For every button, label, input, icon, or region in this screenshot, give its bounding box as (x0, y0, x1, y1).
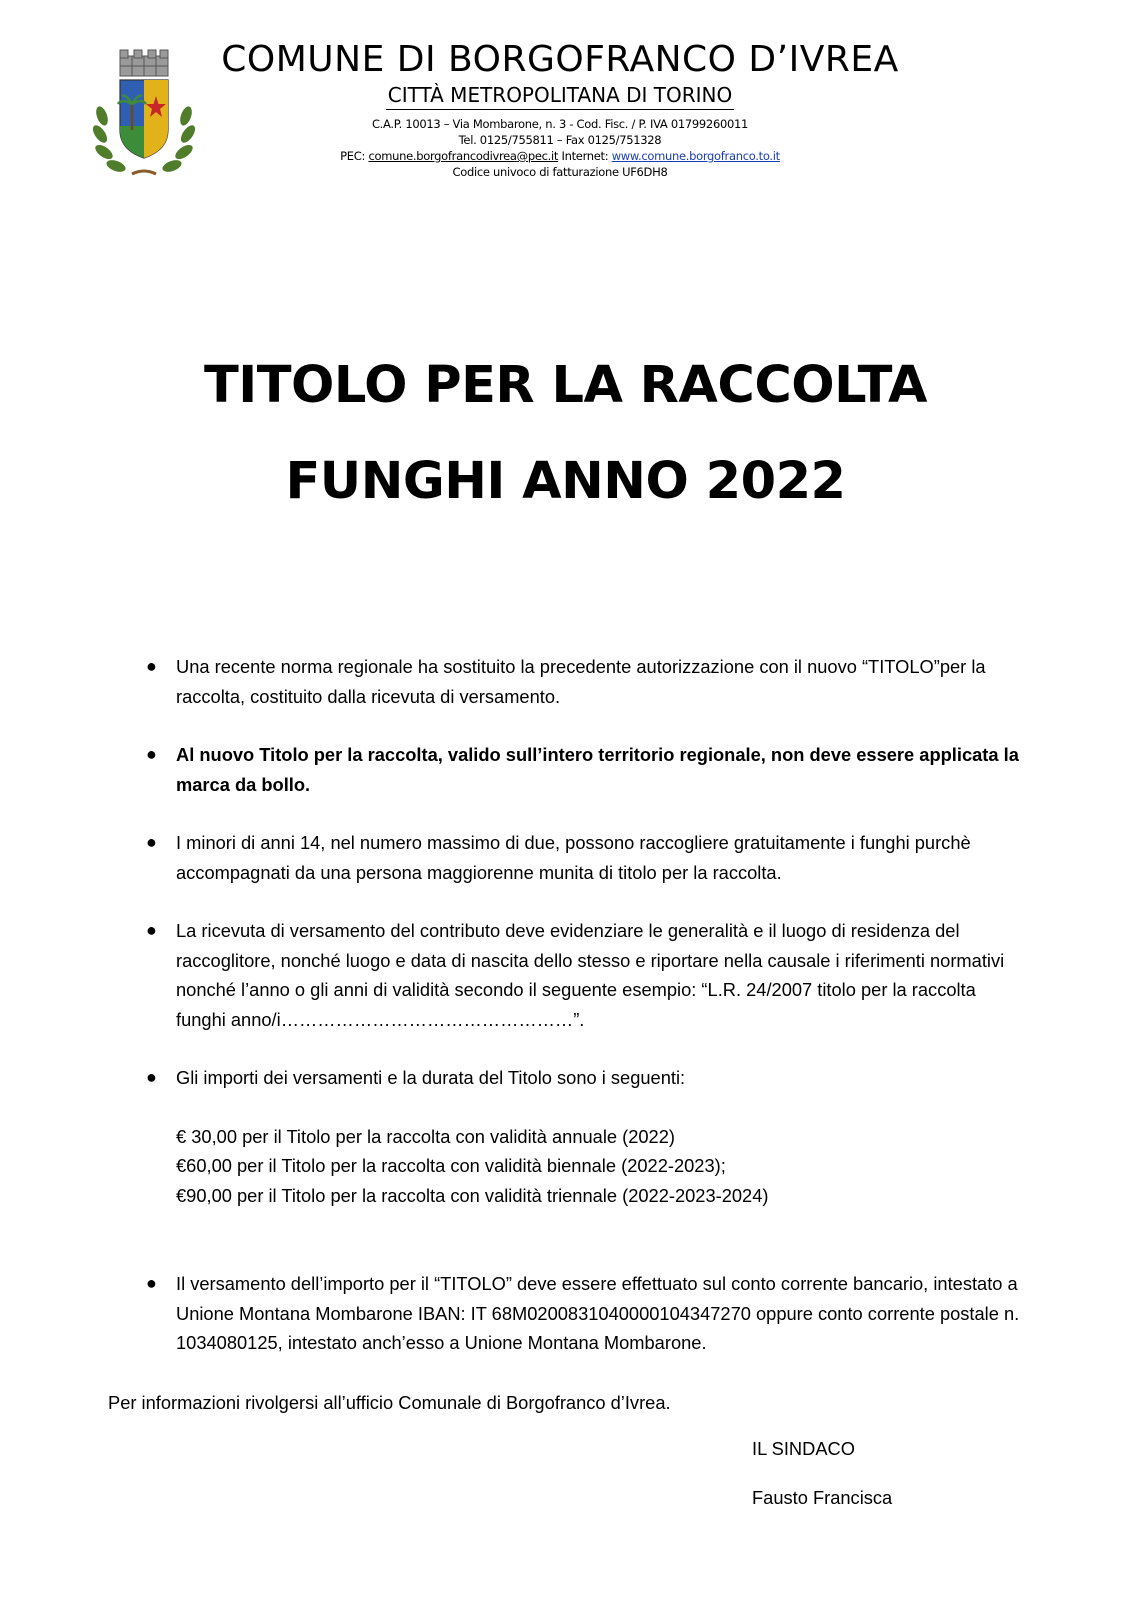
bullet-icon: ● (146, 656, 157, 676)
list-item (146, 740, 1030, 799)
bullet-icon: ● (146, 744, 157, 764)
municipal-crest-icon (92, 46, 196, 182)
website-link[interactable]: www.comune.borgofranco.to.it (611, 149, 780, 163)
signature-name: Fausto Francisca (752, 1487, 893, 1508)
internet-label: Internet: (561, 149, 609, 163)
bullet-icon: ● (146, 832, 157, 852)
amount-biennial: €60,00 per il Titolo per la raccolta con validità biennale (2022-2023); (176, 1155, 726, 1176)
amount-annual: € 30,00 per il Titolo per la raccolta con validità annuale (2022) (176, 1125, 675, 1147)
amount-triennial: €90,00 per il Titolo per la raccolta con validità triennale (2022-2023-2024) (176, 1184, 769, 1206)
item-text: Al nuovo Titolo per la raccolta, valido sull’intero territorio regionale, non deve essere applicata la marca da bollo. (176, 744, 1019, 795)
document-title (0, 338, 1131, 530)
bullet-icon: ● (146, 1273, 157, 1293)
municipality-name: COMUNE DI BORGOFRANCO D’IVREA (221, 39, 899, 80)
item-text: La ricevuta di versamento del contributo deve evidenziare le generalità e il luogo di residenza del raccoglitore, nonché luogo e data di nascita dello stesso e riportare nella causale i riferimenti normativi nonché l’anno o gli anni di validità secondo il seguente esempio: “L.R. 24/2007 titolo per la raccolta funghi anno/i…………………………………………”. (176, 920, 1005, 1030)
item-text: Gli importi dei versamenti e la durata del Titolo sono i seguenti: (176, 1067, 686, 1088)
amounts-list (150, 1122, 1030, 1211)
list-item (146, 916, 1030, 1034)
billing-code: Codice univoco di fatturazione UF6DH8 (452, 165, 668, 179)
notice-body (146, 652, 1030, 1358)
info-note: Per informazioni rivolgersi all’ufficio Comunale di Borgofranco d’Ivrea. (108, 1392, 671, 1413)
letterhead (210, 38, 910, 180)
item-text: Il versamento dell’importo per il “TITOLO” deve essere effettuato sul conto corrente bancario, intestato a Unione Montana Mombarone IBAN: IT 68M0200831040000104347270 oppure conto corrente postale n. 1034080125, intestato anch’esso a Unione Montana Mombarone. (176, 1273, 1020, 1353)
address-line: C.A.P. 10013 – Via Mombarone, n. 3 - Cod. Fisc. / P. IVA 01799260011 (371, 117, 749, 131)
list-item (146, 1063, 1030, 1093)
item-text: Una recente norma regionale ha sostituito la precedente autorizzazione con il nuovo “TITOLO”per la raccolta, costituito dalla ricevuta di versamento. (176, 656, 986, 707)
list-item (146, 828, 1030, 887)
contact-line (210, 148, 910, 164)
list-item (146, 1269, 1030, 1358)
item-text: I minori di anni 14, nel numero massimo di due, possono raccogliere gratuitamente i funghi purchè accompagnati da una persona maggiorenne munita di titolo per la raccolta. (176, 832, 971, 883)
pec-email-link[interactable]: comune.borgofrancodivrea@pec.it (368, 149, 559, 163)
signature-role: IL SINDACO (752, 1438, 855, 1459)
bullet-icon: ● (146, 920, 157, 940)
title-line-1: TITOLO PER LA RACCOLTA (204, 356, 927, 415)
metro-city-name: CITTÀ METROPOLITANA DI TORINO (386, 82, 734, 110)
list-item (146, 652, 1030, 711)
pec-label: PEC: (340, 149, 366, 163)
title-line-2: FUNGHI ANNO 2022 (285, 452, 846, 511)
bullet-icon: ● (146, 1067, 157, 1087)
phone-line: Tel. 0125/755811 – Fax 0125/751328 (458, 133, 662, 147)
